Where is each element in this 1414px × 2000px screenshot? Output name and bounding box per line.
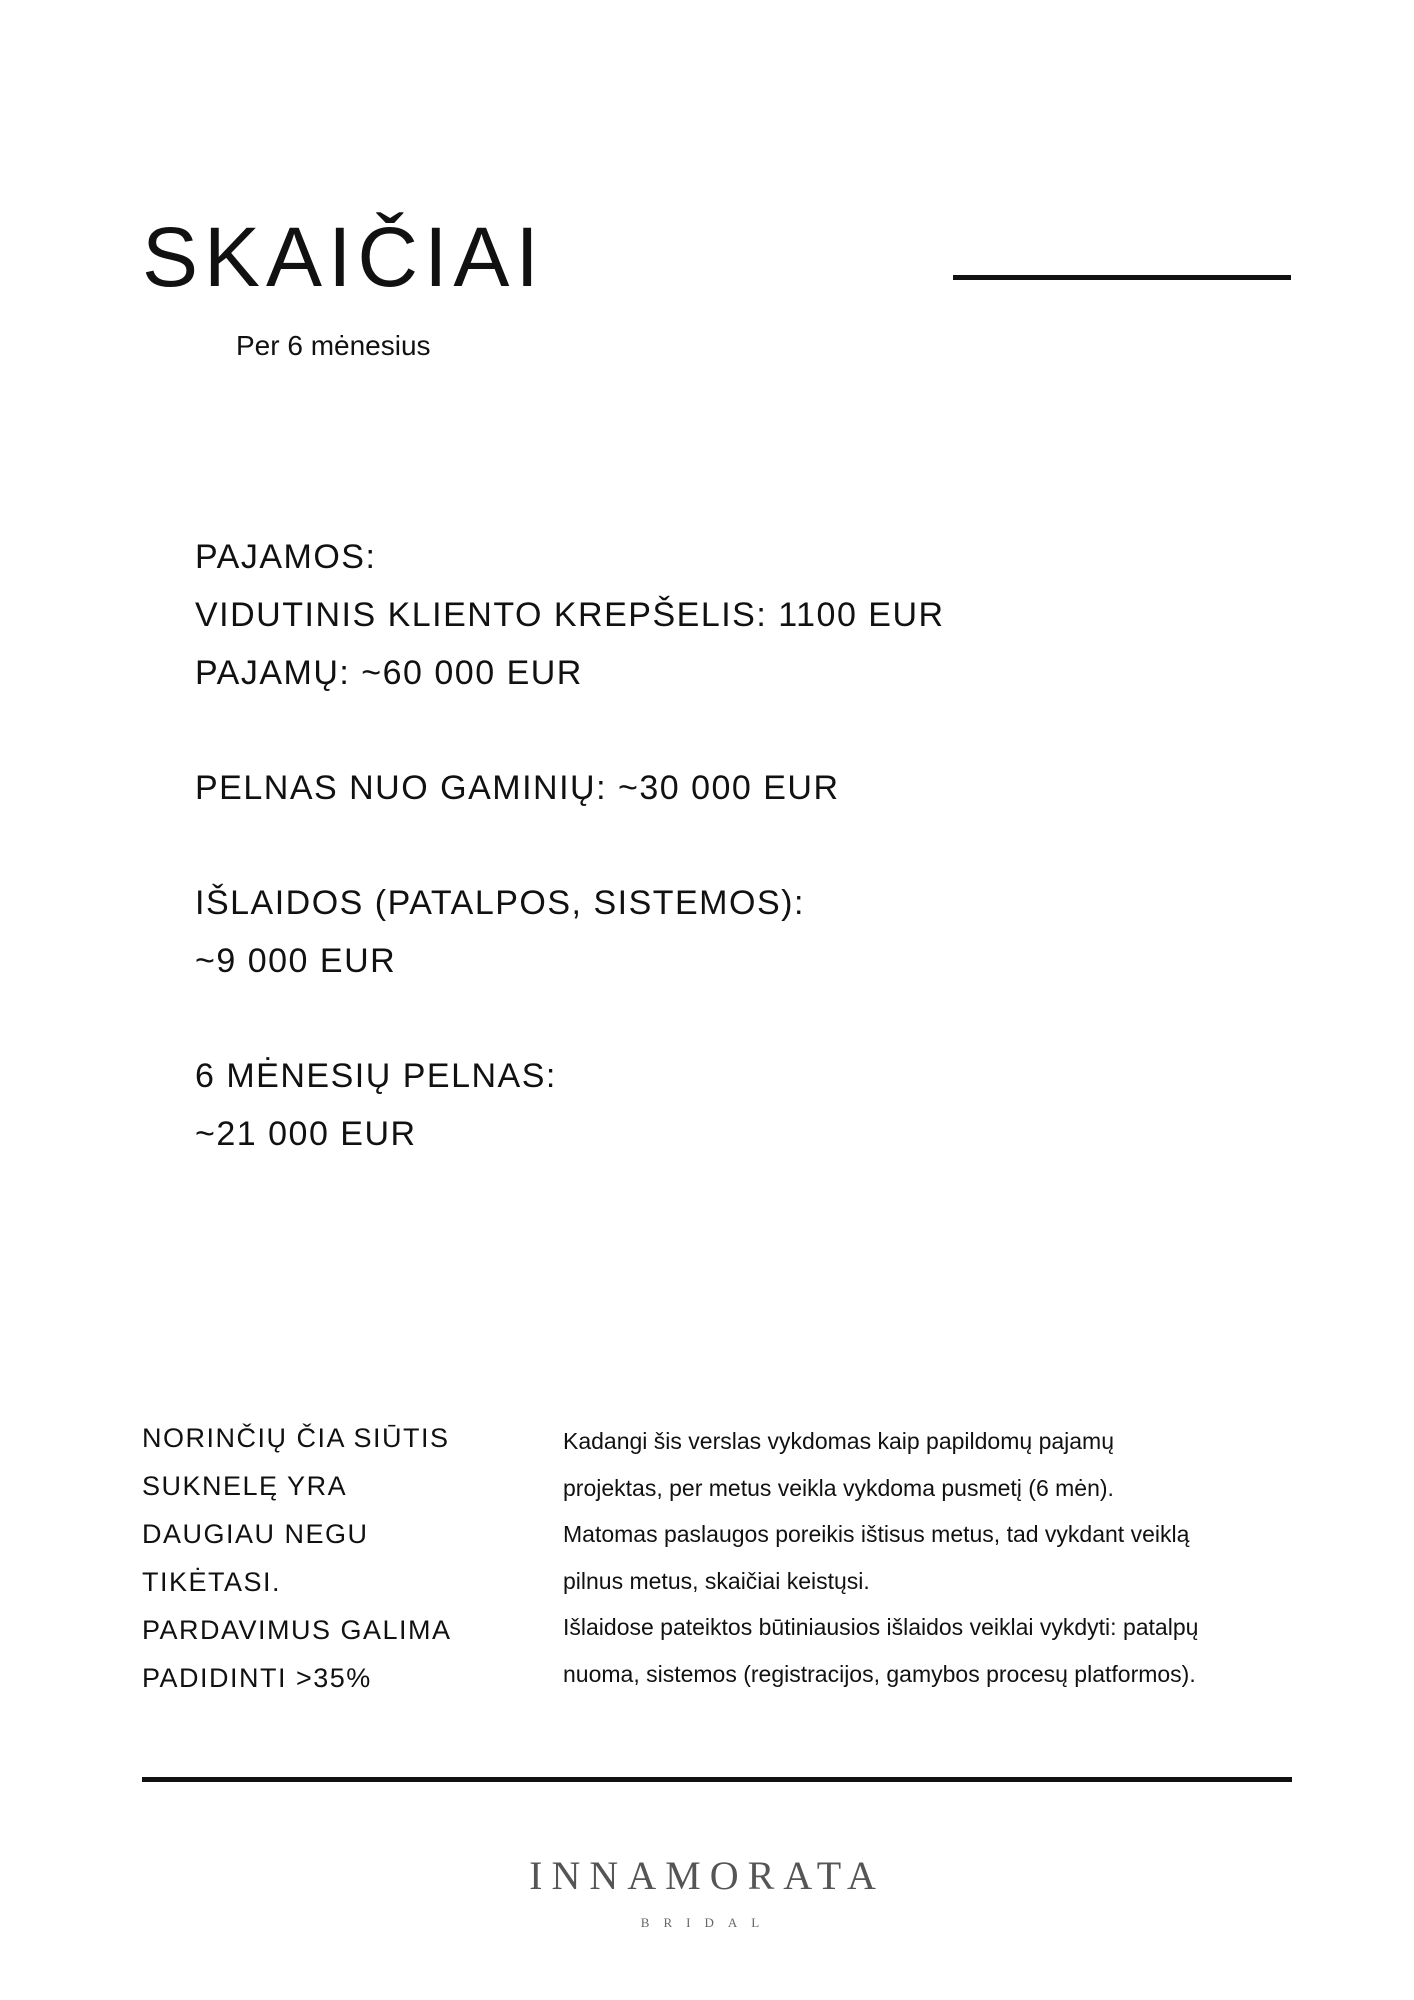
explanation-line: projektas, per metus veikla vykdoma pusmetį (6 mėn). [563,1474,1114,1501]
demand-note-line: SUKNELĘ YRA [142,1471,348,1501]
page-title: SKAIČIAI [142,210,545,304]
demand-note-line: PARDAVIMUS GALIMA [142,1615,452,1645]
demand-note-line: PADIDINTI >35% [142,1663,372,1693]
demand-note [142,1414,512,1702]
header-divider [953,275,1291,280]
footer-divider [142,1777,1292,1782]
expenses-value: ~9 000 EUR [195,942,397,980]
expenses-block [195,874,1095,990]
product-profit-block [195,759,1095,817]
net-profit-block [195,1047,1095,1163]
explanation-line: pilnus metus, skaičiai keistųsi. [563,1567,870,1594]
expenses-heading: IŠLAIDOS (PATALPOS, SISTEMOS): [195,884,805,922]
demand-note-line: NORINČIŲ ČIA SIŪTIS [142,1423,450,1453]
demand-note-line: TIKĖTASI. [142,1567,282,1597]
logo-name: INNAMORATA [529,1853,885,1898]
product-profit: PELNAS NUO GAMINIŲ: ~30 000 EUR [195,769,840,807]
page-subtitle: Per 6 mėnesius [236,330,431,361]
explanation-line: Kadangi šis verslas vykdomas kaip papildomų pajamų [563,1428,1115,1454]
explanation-line: Matomas paslaugos poreikis ištisus metus, tad vykdant veiklą [563,1521,1190,1547]
average-basket: VIDUTINIS KLIENTO KREPŠELIS: 1100 EUR [195,596,945,634]
explanation-line: Išlaidose pateiktos būtiniausios išlaidos veiklai vykdyti: patalpų [563,1614,1199,1640]
income-heading: PAJAMOS: [195,538,377,576]
figures-section [195,528,1095,1220]
explanation-paragraph [563,1418,1343,1697]
logo-tagline: BRIDAL [640,1915,774,1930]
explanation-line: nuoma, sistemos (registracijos, gamybos procesų platformos). [563,1660,1196,1687]
income-block [195,528,1095,702]
income-total: PAJAMŲ: ~60 000 EUR [195,654,583,692]
demand-note-line: DAUGIAU NEGU [142,1519,369,1549]
brand-logo [0,1853,1414,1930]
net-profit-value: ~21 000 EUR [195,1115,417,1153]
net-profit-heading: 6 MĖNESIŲ PELNAS: [195,1057,557,1095]
